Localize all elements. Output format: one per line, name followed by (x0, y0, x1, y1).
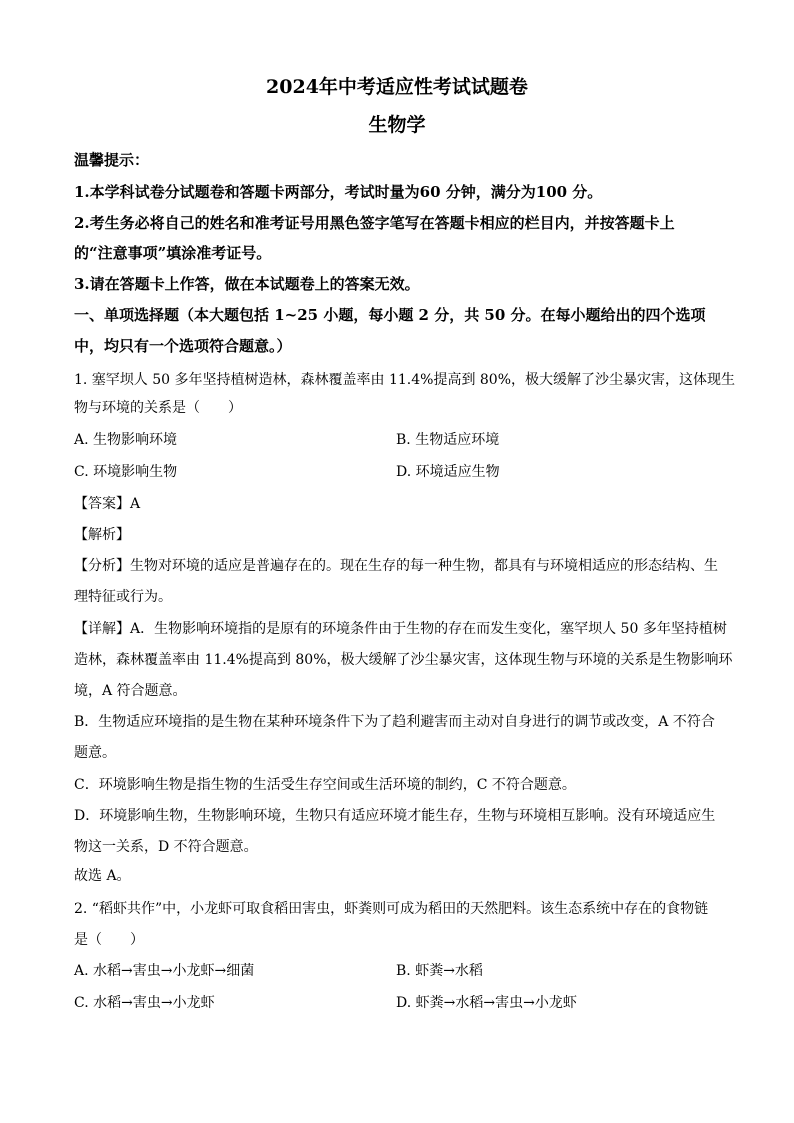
notice-item-2-line-2: 的“注意事项”填涂准考证号。 (74, 244, 272, 262)
q2-option-a: A. 水稻→害虫→小龙虾→细菌 (74, 963, 255, 979)
q1-stem-line-1: 1. 塞罕坝人 50 多年坚持植树造林，森林覆盖率由 11.4%提高到 80%，极大缓解了沙尘暴灾害，这体现生 (74, 372, 736, 388)
q2-stem-line-1: 2. “稻虾共作”中，小龙虾可取食稻田害虫，虾粪则可成为稻田的天然肥料。该生态系统中存在的食物链 (74, 901, 709, 917)
q2-option-d: D. 虾粪→水稻→害虫→小龙虾 (396, 995, 577, 1011)
q1-option-a: A. 生物影响环境 (74, 432, 178, 448)
q1-analysis-line-1: 【分析】生物对环境的适应是普遍存在的。现在生存的每一种生物，都具有与环境相适应的形态结构、生 (74, 558, 718, 574)
notice-item-1: 1.本学科试卷分试题卷和答题卡两部分，考试时量为60 分钟，满分为100 分。 (74, 183, 603, 201)
q1-analysis-line-2: 理特征或行为。 (74, 589, 172, 605)
notice-heading: 温馨提示： (74, 151, 150, 169)
section-1-heading-line-2: 中，均只有一个选项符合题意。） (74, 337, 292, 355)
q1-stem-line-2: 物与环境的关系是（ ） (74, 400, 242, 416)
q1-option-b: B. 生物适应环境 (396, 432, 500, 448)
q1-option-d: D. 环境适应生物 (396, 464, 500, 480)
section-1-heading-line-1: 一、单项选择题（本大题包括 1~25 小题，每小题 2 分，共 50 分。在每小题给出的四个选项 (74, 306, 706, 324)
q1-detail-line-1: 【详解】A．生物影响环境指的是原有的环境条件由于生物的存在而发生变化，塞罕坝人 50 多年坚持植树 (74, 621, 727, 637)
q2-stem-line-2: 是（ ） (74, 932, 144, 948)
q1-answer: 【答案】A (74, 496, 141, 512)
q1-conclusion: 故选 A。 (74, 868, 131, 884)
q2-option-b: B. 虾粪→水稻 (396, 963, 483, 979)
q1-c-line-1: C．环境影响生物是指生物的生活受生存空间或生活环境的制约，C 不符合题意。 (74, 777, 576, 793)
q1-detail-line-2: 造林，森林覆盖率由 11.4%提高到 80%，极大缓解了沙尘暴灾害，这体现生物与环境的关系是生物影响环 (74, 652, 733, 668)
q1-analysis-label: 【解析】 (74, 527, 130, 543)
q1-b-line-1: B．生物适应环境指的是生物在某种环境条件下为了趋利避害而主动对自身进行的调节或改变，A 不符合 (74, 714, 715, 730)
q1-b-line-2: 题意。 (74, 745, 116, 761)
q1-option-c: C. 环境影响生物 (74, 464, 178, 480)
subject-title: 生物学 (368, 114, 426, 136)
q1-d-line-1: D．环境影响生物，生物影响环境，生物只有适应环境才能生存，生物与环境相互影响。没有环境适应生 (74, 808, 716, 824)
q2-option-c: C. 水稻→害虫→小龙虾 (74, 995, 215, 1011)
q1-detail-line-3: 境，A 符合题意。 (74, 683, 187, 699)
exam-title: 2024年中考适应性考试试题卷 (266, 76, 528, 98)
notice-item-3: 3.请在答题卡上作答，做在本试题卷上的答案无效。 (74, 275, 420, 293)
q1-d-line-2: 物这一关系，D 不符合题意。 (74, 839, 258, 855)
notice-item-2-line-1: 2.考生务必将自己的姓名和准考证号用黑色签字笔写在答题卡相应的栏目内，并按答题卡上 (74, 214, 675, 232)
